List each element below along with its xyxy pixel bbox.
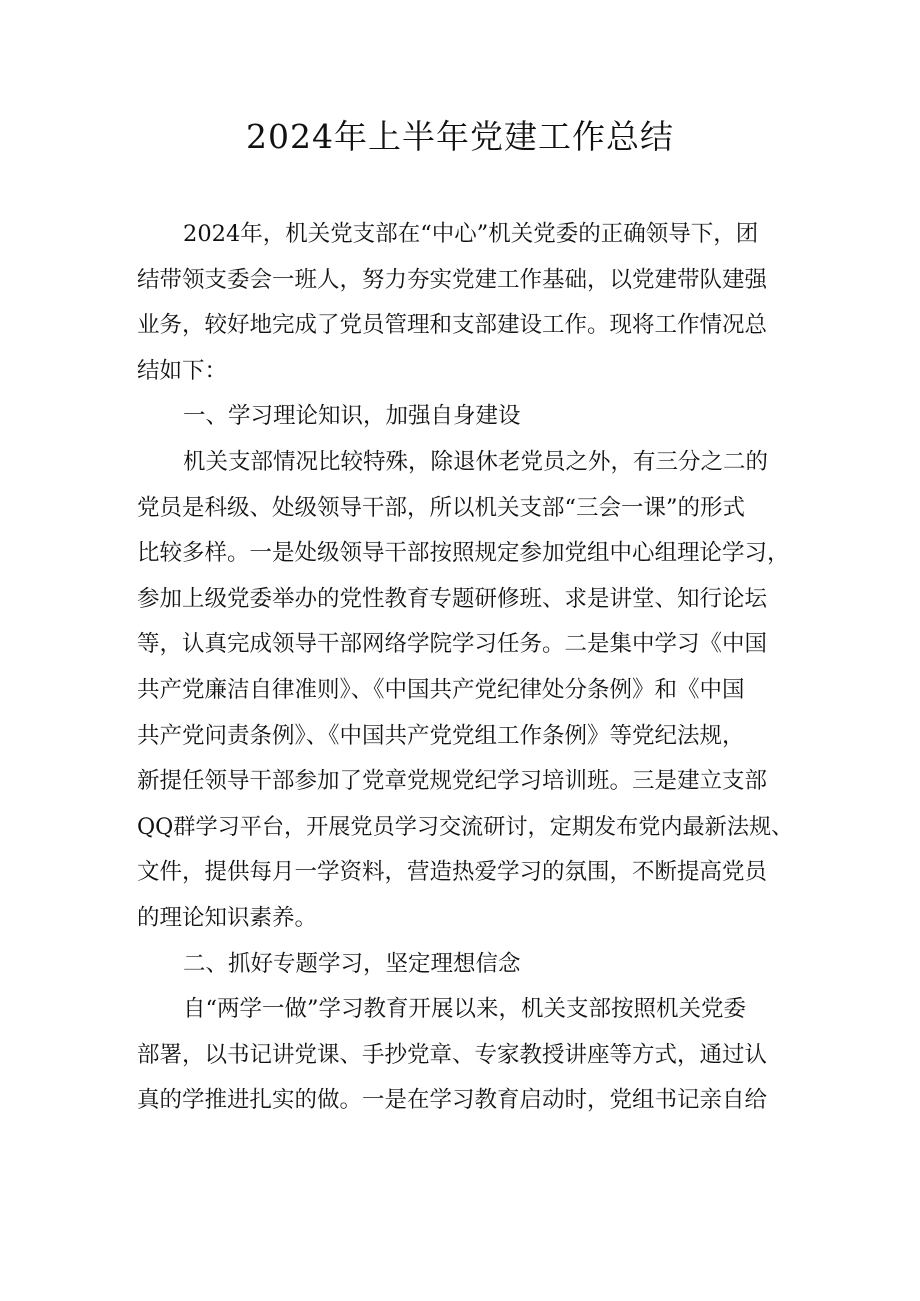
text-line: 2024年，机关党支部在“中心”机关党委的正确领导下，团	[183, 221, 759, 247]
text-line: 新提任领导干部参加了党章党规党纪学习培训班。三是建立支部	[137, 768, 768, 795]
text-line: 一、学习理论知识，加强自身建设	[183, 403, 521, 430]
text-line: 业务，较好地完成了党员管理和支部建设工作。现将工作情况总	[137, 312, 768, 339]
text-line: 自“两学一做”学习教育开展以来，机关支部按照机关党委	[183, 996, 747, 1023]
text-line: 的理论知识素养。	[137, 904, 318, 931]
text-line: 二、抓好专题学习，坚定理想信念	[183, 950, 521, 977]
text-line: QQ群学习平台，开展党员学习交流研讨，定期发布党内最新法规、	[137, 813, 794, 840]
text-line: 部署，以书记讲党课、手抄党章、专家教授讲座等方式，通过认	[137, 1041, 768, 1068]
document-title: 2024年上半年党建工作总结	[246, 117, 674, 156]
text-line: 真的学推进扎实的做。一是在学习教育启动时，党组书记亲自给	[137, 1087, 768, 1114]
text-line: 党员是科级、处级领导干部，所以机关支部“三会一课”的形式	[137, 494, 746, 521]
text-line: 结如下：	[137, 357, 228, 384]
text-line: 参加上级党委举办的党性教育专题研修班、求是讲堂、知行论坛	[137, 585, 768, 612]
text-line: 比较多样。一是处级领导干部按照规定参加党组中心组理论学习，	[137, 540, 790, 567]
document-body	[137, 212, 797, 1124]
text-line: 共产党问责条例》、《中国共产党党组工作条例》等党纪法规，	[137, 722, 745, 749]
text-line: 文件，提供每月一学资料，营造热爱学习的氛围，不断提高党员	[137, 859, 768, 886]
text-line: 结带领支委会一班人，努力夯实党建工作基础，以党建带队建强	[137, 266, 768, 293]
text-line: 等，认真完成领导干部网络学院学习任务。二是集中学习《中国	[137, 631, 768, 658]
text-line: 共产党廉洁自律准则》、《中国共产党纪律处分条例》和《中国	[137, 676, 745, 703]
text-line: 机关支部情况比较特殊，除退休老党员之外，有三分之二的	[183, 448, 769, 475]
